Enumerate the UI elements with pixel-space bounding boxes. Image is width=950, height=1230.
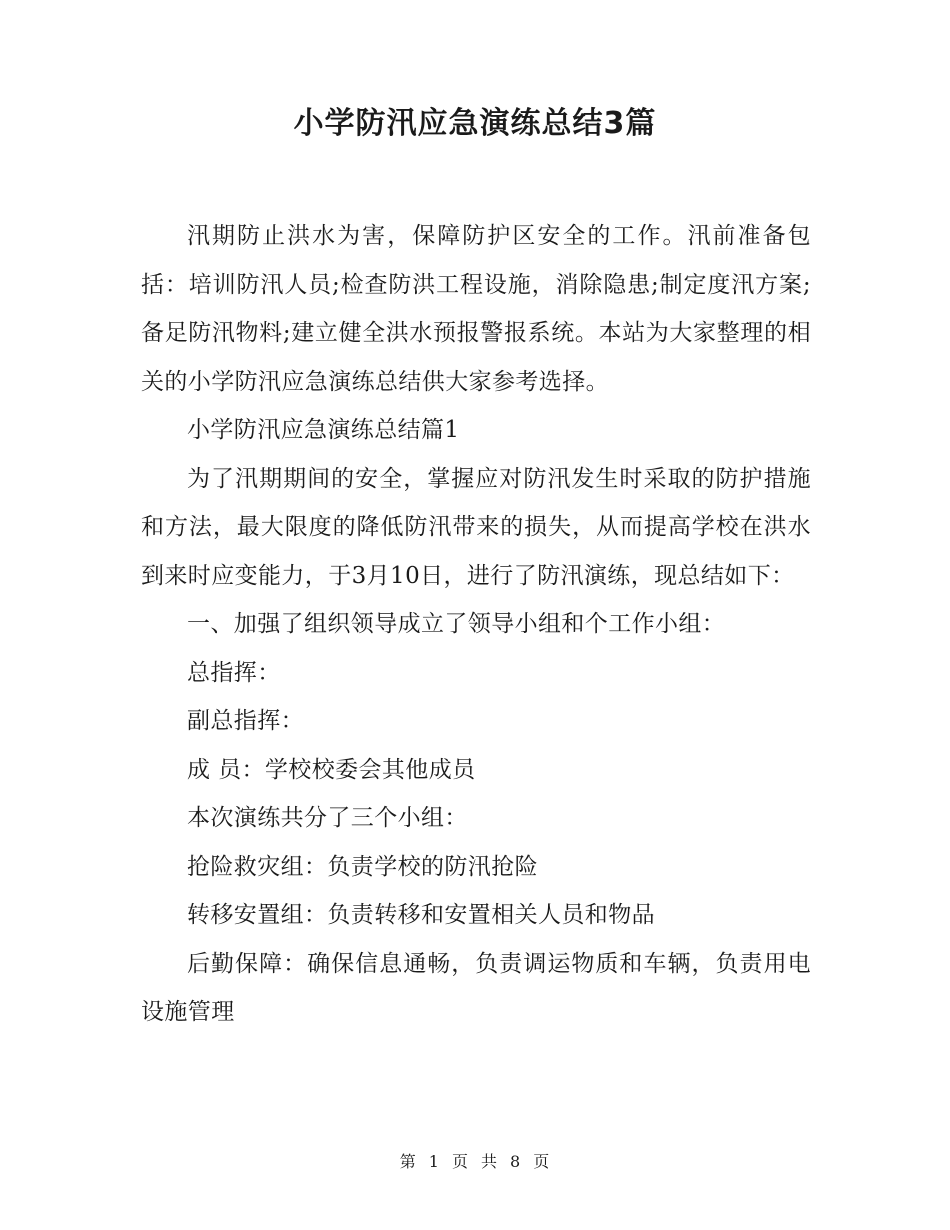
intro-paragraph: 汛期防止洪水为害，保障防护区安全的工作。汛前准备包括：培训防汛人员;检查防洪工程设施，消除隐患;制定度汛方案;备足防汛物料;建立健全洪水预报警报系统。本站为大家整理的相关的小学防汛应急演练总结供大家参考选择。: [141, 223, 811, 395]
footer-page-label: 第: [399, 1152, 417, 1171]
footer-total-pages: 8: [510, 1152, 522, 1171]
body-paragraph: 成 员：学校校委会其他成员: [187, 756, 476, 783]
body-paragraph: 后勤保障：确保信息通畅，负责调运物质和车辆，负责用电设施管理: [141, 950, 811, 1025]
body-paragraph: 一、加强了组织领导成立了领导小组和个工作小组：: [187, 611, 726, 637]
footer-page-number: 1: [428, 1152, 440, 1171]
body-paragraph: 总指挥：: [187, 659, 281, 686]
section-heading: 小学防汛应急演练总结篇1: [187, 417, 460, 443]
body-paragraph: 转移安置组：负责转移和安置相关人员和物品: [187, 902, 655, 928]
body-paragraph: 为了汛期期间的安全，掌握应对防汛发生时采取的防护措施和方法，最大限度的降低防汛带来的损失，从而提高学校在洪水到来时应变能力，于3月10日，进行了防汛演练，现总结如下：: [141, 465, 811, 589]
document-title: 小学防汛应急演练总结3篇: [293, 106, 657, 141]
footer-page-unit: 页: [451, 1152, 469, 1171]
body-paragraph: 副总指挥：: [187, 708, 304, 734]
body-paragraph: 本次演练共分了三个小组：: [187, 805, 468, 831]
footer-total-label: 共: [481, 1152, 499, 1171]
footer-total-unit: 页: [533, 1152, 551, 1171]
page-footer: [0, 1150, 950, 1174]
body-paragraph: 抢险救灾组：负责学校的防汛抢险: [187, 853, 538, 880]
document-body: [141, 212, 811, 1037]
